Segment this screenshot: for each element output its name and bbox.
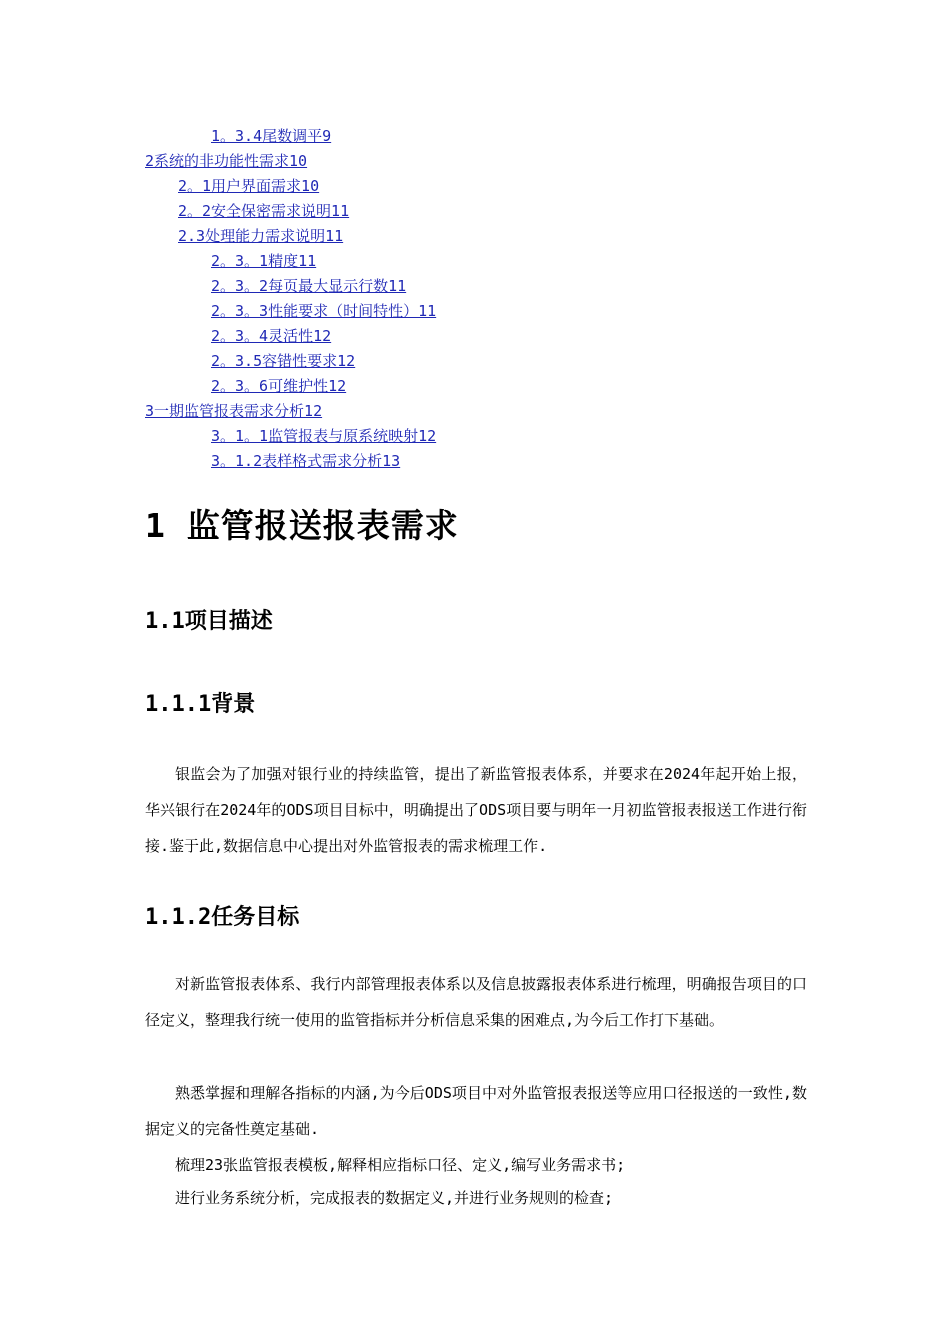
toc-link[interactable]: 3。1.2表样格式需求分析13 [211,452,401,470]
toc-link[interactable]: 2。3。4灵活性12 [211,327,332,345]
toc-link[interactable]: 2.3处理能力需求说明11 [178,227,344,245]
goal-paragraph: 熟悉掌握和理解各指标的内涵,为今后ODS项目中对外监管报表报送等应用口径报送的一致性,数据定义的完备性奠定基础. [145,1084,807,1138]
toc-link[interactable]: 2。3。6可维护性12 [211,377,347,395]
toc-link[interactable]: 2。1用户界面需求10 [178,177,320,195]
section-heading-1-1-1: 1.1.1背景 [145,692,256,717]
chapter-heading: 1 监管报送报表需求 [145,506,459,545]
toc-link[interactable]: 3。1。1监管报表与原系统映射12 [211,427,437,445]
section-heading-1-1: 1.1项目描述 [145,609,273,634]
toc-link[interactable]: 3一期监管报表需求分析12 [145,402,323,420]
toc-link[interactable]: 1。3.4尾数调平9 [211,127,332,145]
section-heading-1-1-2: 1.1.2任务目标 [145,905,300,930]
table-of-contents [0,124,950,474]
goal-paragraph: 对新监管报表体系、我行内部管理报表体系以及信息披露报表体系进行梳理，明确报告项目的口径定义，整理我行统一使用的监管指标并分析信息采集的困难点,为今后工作打下基础。 [145,975,807,1029]
background-paragraph: 银监会为了加强对银行业的持续监管，提出了新监管报表体系，并要求在2024年起开始上报，华兴银行在2024年的ODS项目目标中，明确提出了ODS项目要与明年一月初监管报表报送工作进行衔接.鉴于此,数据信息中心提出对外监管报表的需求梳理工作. [145,765,807,855]
toc-link[interactable]: 2系统的非功能性需求10 [145,152,308,170]
toc-link[interactable]: 2。2安全保密需求说明11 [178,202,350,220]
toc-link[interactable]: 2。3。1精度11 [211,252,317,270]
goal-paragraph: 进行业务系统分析，完成报表的数据定义,并进行业务规则的检查; [175,1189,614,1207]
toc-link[interactable]: 2。3。2每页最大显示行数11 [211,277,407,295]
goal-paragraph: 梳理23张监管报表模板,解释相应指标口径、定义,编写业务需求书; [175,1156,626,1174]
toc-link[interactable]: 2。3.5容错性要求12 [211,352,356,370]
toc-link[interactable]: 2。3。3性能要求（时间特性）11 [211,302,437,320]
